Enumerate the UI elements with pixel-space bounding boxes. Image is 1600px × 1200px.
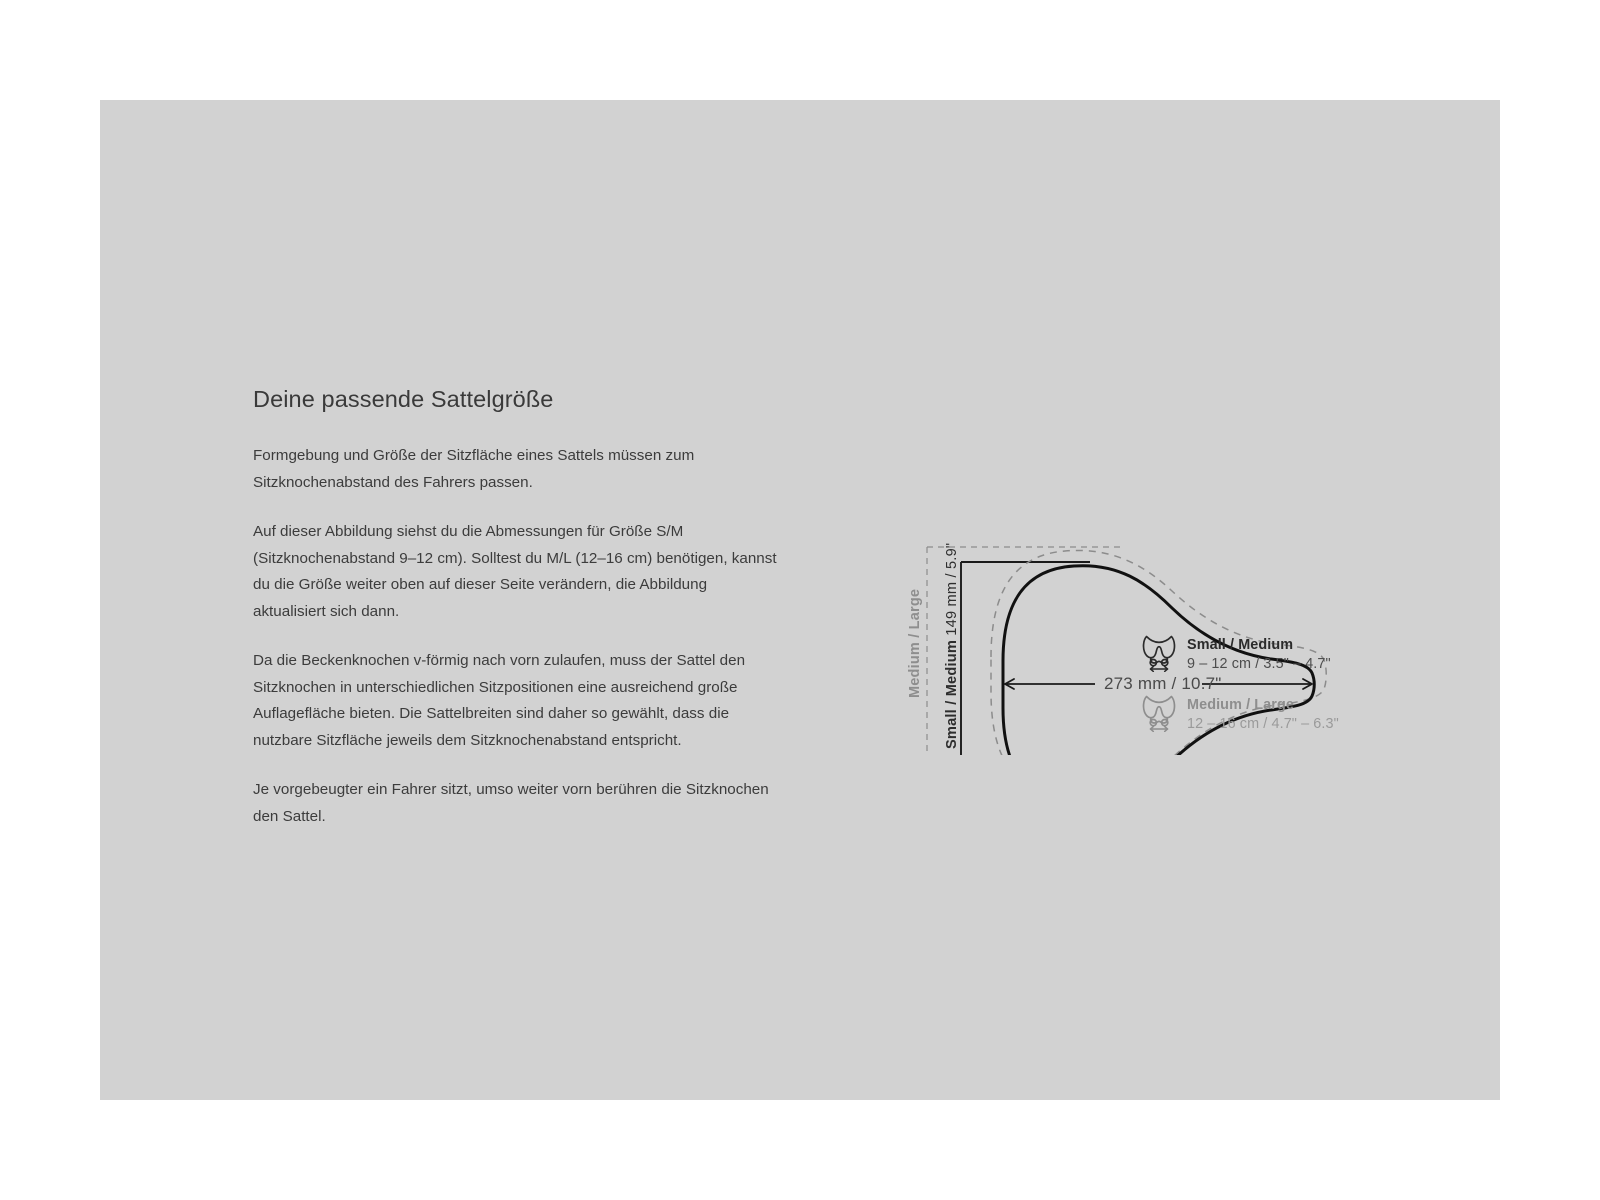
- width-dimension-label: 273 mm / 10.7": [1104, 674, 1222, 693]
- legend-title-small-medium: Small / Medium: [1187, 636, 1294, 653]
- article-paragraph-1: Formgebung und Größe der Sitzfläche eines Sattels müssen zum Sitzknochenabstand des Fahrers passen.: [253, 447, 695, 491]
- legend-title-medium-large: Medium / Large: [1187, 696, 1294, 713]
- sm-height-axis-label-bold: Small / Medium: [944, 639, 960, 749]
- article-paragraph-3: Da die Beckenknochen v-förmig nach vorn zulaufen, muss der Sattel den Sitzknochen in unterschiedlichen Sitzpositionen eine ausreichend große Auflagefläche bieten. Die Sattelbreiten sind daher so gewählt, dass die nutzbare Sitzfläche jeweils dem Sitzknochenabstand entspricht.: [253, 652, 746, 749]
- legend-subtitle-medium-large: 12 – 16 cm / 4.7" – 6.3": [1187, 715, 1339, 732]
- article-paragraph-2: Auf dieser Abbildung siehst du die Abmessungen für Größe S/M (Sitzknochenabstand 9–12 cm). Solltest du M/L (12–16 cm) benötigen, kannst du die Größe weiter oben auf dieser Seite verändern, die Abbildung aktualisiert sich dann.: [253, 523, 777, 620]
- pelvis-icon: [1140, 632, 1178, 677]
- page-title: Deine passende Sattelgröße: [253, 386, 554, 412]
- article-paragraph-4: Je vorgebeugter ein Fahrer sitzt, umso weiter vorn berühren die Sitzknochen den Sattel.: [253, 781, 769, 825]
- article-text-column: [253, 385, 778, 830]
- content-panel: [100, 100, 1500, 1100]
- legend-item-small-medium: [1140, 632, 1331, 677]
- legend-subtitle-small-medium: 9 – 12 cm / 3.5" – 4.7": [1187, 655, 1331, 672]
- legend-item-medium-large: [1140, 692, 1339, 737]
- pelvis-icon: [1140, 692, 1178, 737]
- sm-height-axis-label: [945, 543, 960, 749]
- sm-height-axis-label-number: 149 mm / 5.9": [944, 542, 960, 636]
- legend-text-small-medium: [1187, 637, 1331, 673]
- legend-text-medium-large: [1187, 697, 1339, 733]
- sm-height-axis-label-value: [944, 636, 960, 640]
- ml-height-axis-label: Medium / Large: [907, 588, 923, 698]
